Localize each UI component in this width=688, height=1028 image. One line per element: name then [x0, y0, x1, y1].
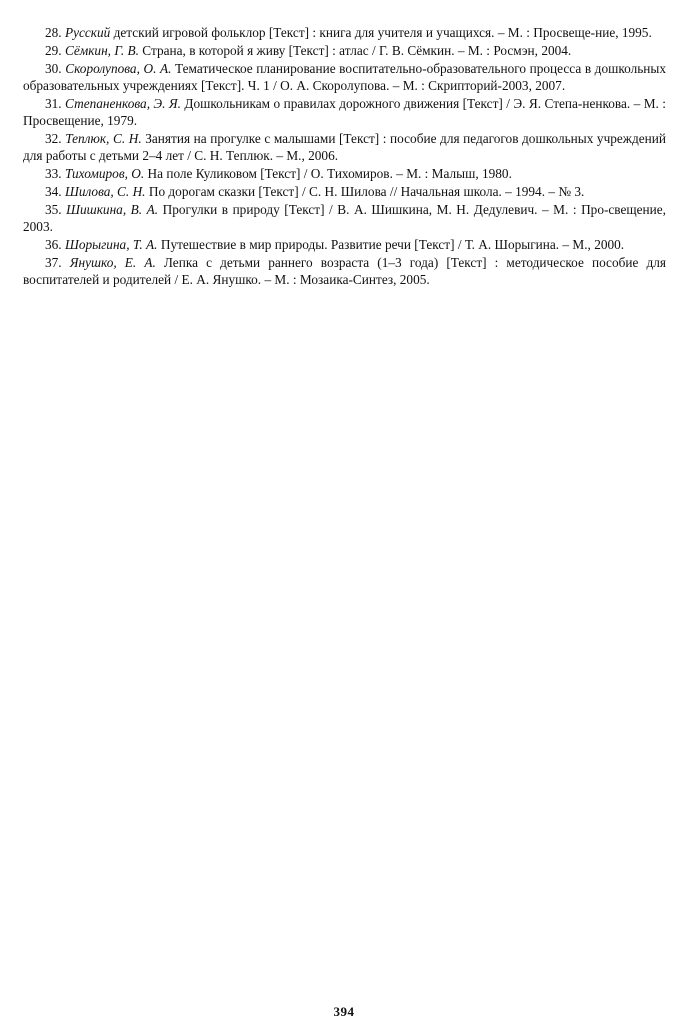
entry-text: Страна, в которой я живу [Текст] : атлас / Г. В. Сёмкин. – М. : Росмэн, 2004. — [138, 43, 572, 58]
entry-number: 29. — [45, 43, 62, 58]
bibliography-entry — [23, 95, 666, 129]
entry-number: 33. — [45, 166, 62, 181]
entry-number: 32. — [45, 131, 62, 146]
entry-text: На поле Куликовом [Текст] / О. Тихомиров. – М. : Малыш, 1980. — [144, 166, 512, 181]
bibliography-entry — [23, 42, 666, 59]
entry-number: 34. — [45, 184, 62, 199]
entry-text: По дорогам сказки [Текст] / С. Н. Шилова // Начальная школа. – 1994. – № 3. — [145, 184, 585, 199]
entry-author: Теплюк, С. Н. — [65, 131, 142, 146]
entry-text: Занятия на прогулке с малышами [Текст] : пособие для педагогов дошкольных учреждений для работы с детьми 2–4 лет / С. Н. Теплюк. – М., 2006. — [23, 131, 667, 163]
bibliography-entry — [23, 254, 666, 288]
bibliography-entry — [23, 24, 666, 41]
entry-text: детский игровой фольклор [Текст] : книга для учителя и учащихся. – М. : Просвеще-ние, 1995. — [110, 25, 652, 40]
entry-text: Путешествие в мир природы. Развитие речи [Текст] / Т. А. Шорыгина. – М., 2000. — [157, 237, 625, 252]
bibliography-entry — [23, 201, 666, 235]
entry-author: Янушко, Е. А. — [69, 255, 156, 270]
entry-text: Лепка с детьми раннего возраста (1–3 года) [Текст] : методическое пособие для воспитателей и родителей / Е. А. Янушко. – М. : Мозаика-Синтез, 2005. — [23, 255, 666, 287]
bibliography-entry — [23, 183, 666, 200]
entry-author: Шилова, С. Н. — [64, 184, 146, 199]
entry-number: 36. — [45, 237, 62, 252]
entry-author: Скоролупова, О. А. — [65, 61, 172, 76]
bibliography-entry — [23, 130, 666, 164]
entry-number: 37. — [45, 255, 62, 270]
page-number: 394 — [333, 1004, 355, 1019]
entry-text: Дошкольникам о правилах дорожного движения [Текст] / Э. Я. Степа-ненкова. – М. : Просвещение, 1979. — [23, 96, 666, 128]
entry-number: 35. — [45, 202, 62, 217]
bibliography-entry — [23, 236, 666, 253]
entry-number: 28. — [45, 25, 62, 40]
bibliography-list — [23, 24, 666, 289]
entry-number: 30. — [45, 61, 62, 76]
entry-author: Шишкина, В. А. — [66, 202, 159, 217]
entry-text: Тематическое планирование воспитательно-образовательного процесса в дошкольных образовательных учреждениях [Текст]. Ч. 1 / О. А. Скоролупова. – М. : Скрипторий-2003, 2007. — [23, 61, 666, 93]
entry-author: Шорыгина, Т. А. — [64, 237, 158, 252]
entry-author: Степаненкова, Э. Я. — [65, 96, 181, 111]
entry-text: Прогулки в природу [Текст] / В. А. Шишкина, М. Н. Дедулевич. – М. : Про-свещение, 2003. — [23, 202, 666, 234]
bibliography-entry — [23, 165, 666, 182]
entry-author: Сёмкин, Г. В. — [64, 43, 139, 58]
bibliography-entry — [23, 60, 666, 94]
entry-author: Тихомиров, О. — [64, 166, 145, 181]
entry-author: Русский — [64, 25, 111, 40]
entry-number: 31. — [45, 96, 62, 111]
